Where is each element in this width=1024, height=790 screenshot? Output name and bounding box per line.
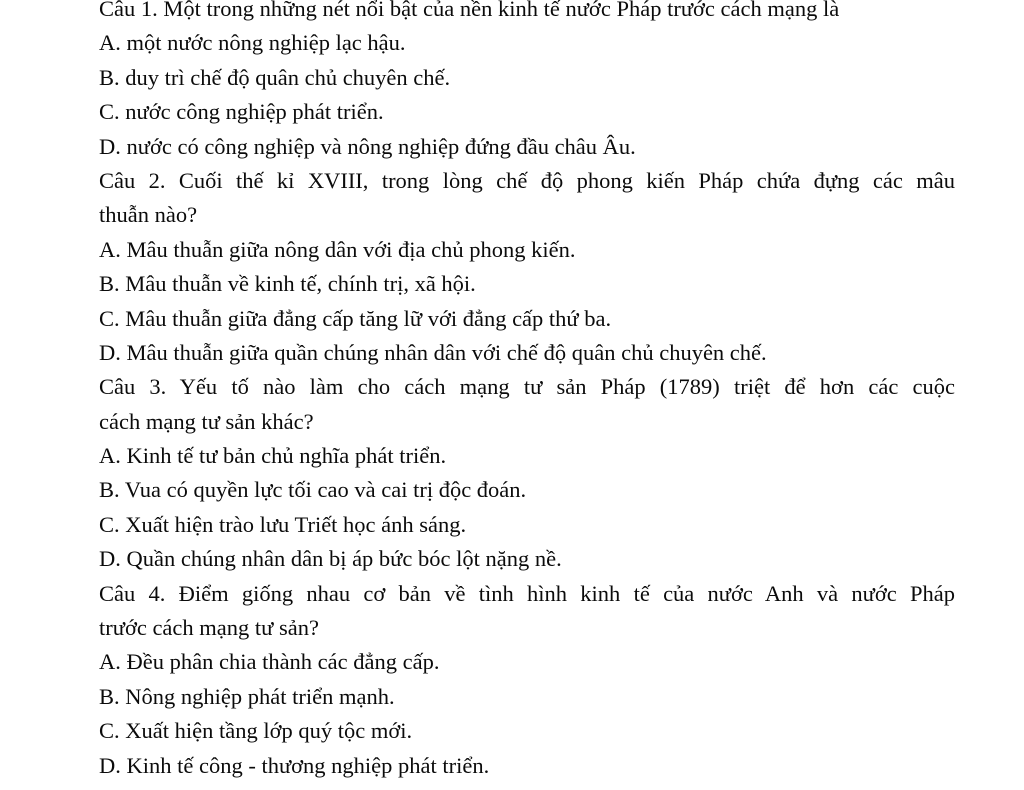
question-2-stem-line-1: Câu 2. Cuối thế kỉ XVIII, trong lòng chế độ phong kiến Pháp chứa đựng các mâu [99,167,955,193]
question-1 [99,0,955,164]
question-4-option-a: A. Đều phân chia thành các đẳng cấp. [99,649,440,675]
question-3-option-c: C. Xuất hiện trào lưu Triết học ánh sáng. [99,511,467,537]
question-3-option-b: B. Vua có quyền lực tối cao và cai trị độc đoán. [99,477,527,503]
question-4-stem-line-2: trước cách mạng tư sản? [99,615,319,641]
question-4 [99,577,955,783]
question-3-option-d: D. Quần chúng nhân dân bị áp bức bóc lột nặng nề. [99,546,562,572]
question-3-stem-line-1: Câu 3. Yếu tố nào làm cho cách mạng tư sản Pháp (1789) triệt để hơn các cuộc [99,374,955,400]
question-1-option-d: D. nước có công nghiệp và nông nghiệp đứng đầu châu Âu. [99,133,636,159]
question-3 [99,370,955,576]
question-list [99,0,955,783]
question-4-option-d: D. Kinh tế công - thương nghiệp phát triển. [99,752,490,778]
question-2-option-c: C. Mâu thuẫn giữa đẳng cấp tăng lữ với đẳng cấp thứ ba. [99,305,612,331]
question-1-option-a: A. một nước nông nghiệp lạc hậu. [99,30,406,56]
question-4-stem-line-1: Câu 4. Điểm giống nhau cơ bản về tình hình kinh tế của nước Anh và nước Pháp [99,580,955,606]
question-1-option-c: C. nước công nghiệp phát triển. [99,99,384,125]
question-2-option-d: D. Mâu thuẫn giữa quần chúng nhân dân với chế độ quân chủ chuyên chế. [99,339,767,365]
question-2-option-b: B. Mâu thuẫn về kinh tế, chính trị, xã hội. [99,271,476,297]
question-4-option-b: B. Nông nghiệp phát triển mạnh. [99,683,395,709]
question-1-option-b: B. duy trì chế độ quân chủ chuyên chế. [99,64,451,90]
question-2-option-a: A. Mâu thuẫn giữa nông dân với địa chủ phong kiến. [99,236,576,262]
question-2 [99,164,955,370]
question-2-stem-line-2: thuẫn nào? [99,202,198,228]
question-4-option-c: C. Xuất hiện tầng lớp quý tộc mới. [99,718,413,744]
question-1-stem-line-1: Câu 1. Một trong những nét nổi bật của nền kinh tế nước Pháp trước cách mạng là [99,0,840,21]
question-3-option-a: A. Kinh tế tư bản chủ nghĩa phát triển. [99,443,447,469]
question-3-stem-line-2: cách mạng tư sản khác? [99,408,314,434]
